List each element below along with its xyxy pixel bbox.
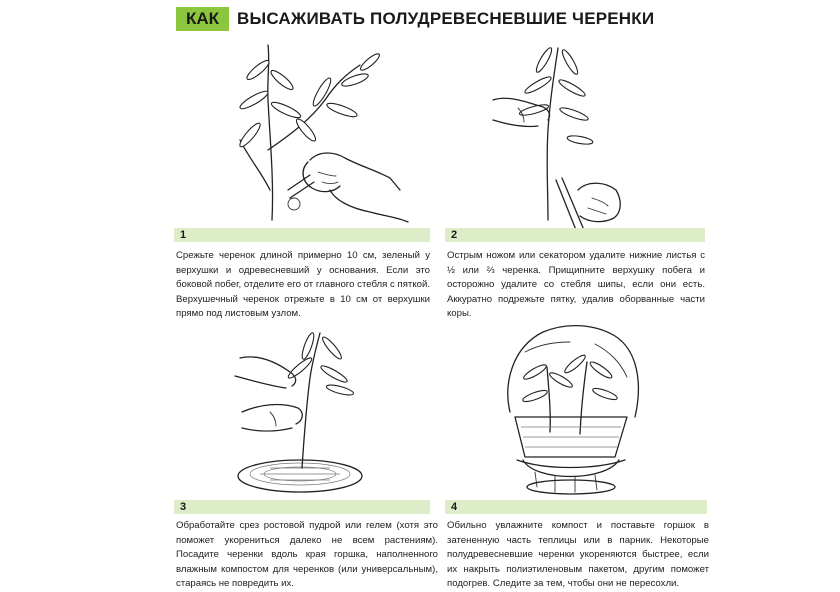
step-2-text: Острым ножом или секатором удалите нижние листья с ½ или ⅔ черенка. Прищипните верхушку побега и осторожно удалите со стебля шипы, если они есть. Аккуратно подрежьте пятку, удалив оборванные части коры. bbox=[447, 250, 705, 319]
cutting-shoot-drawing bbox=[210, 40, 410, 225]
stripping-leaves-drawing bbox=[488, 40, 628, 225]
page-title: ВЫСАЖИВАТЬ ПОЛУДРЕВЕСНЕВШИЕ ЧЕРЕНКИ bbox=[237, 9, 655, 28]
step-4-number: 4 bbox=[451, 501, 458, 513]
header-badge: КАК bbox=[176, 7, 229, 31]
step-4-illustration bbox=[495, 322, 645, 497]
step-2-illustration bbox=[488, 40, 628, 225]
step-4-text: Обильно увлажните компост и поставьте горшок в затененную часть теплицы или в парник. Некоторые полудревесневшие черенки укореняются быстрее, если их накрыть полиэтиленовым пакетом, другим поможет подогрев. Следите за тем, чтобы они не пересохли. bbox=[447, 520, 709, 589]
step-2-number-bar bbox=[445, 228, 705, 242]
step-1-number-bar bbox=[174, 228, 430, 242]
step-3-illustration bbox=[230, 328, 380, 500]
step-2-number: 2 bbox=[451, 229, 458, 241]
step-1-text: Срежьте черенок длиной примерно 10 см, зеленый у верхушки и одревесневший у основания. Если это боковой побег, отделите его от главного стебля с пяткой. Верхушечный черенок отрежьте в 10 см от верхушки прямо под листовым узлом. bbox=[176, 250, 430, 319]
step-3-number-bar bbox=[174, 500, 430, 514]
page-header bbox=[176, 6, 654, 32]
covered-pot-drawing bbox=[495, 322, 645, 497]
dipping-in-powder-drawing bbox=[230, 328, 380, 500]
step-1-illustration bbox=[210, 40, 410, 225]
step-1-number: 1 bbox=[180, 229, 187, 241]
step-4-number-bar bbox=[445, 500, 707, 514]
step-3-text: Обработайте срез ростовой пудрой или гелем (хотя это поможет укорениться далеко не всем растениям). Посадите черенки вдоль края горшка, наполненного влажным компостом для черенков (или универсальным), стараясь не повредить их. bbox=[176, 520, 438, 589]
step-3-number: 3 bbox=[180, 501, 187, 513]
